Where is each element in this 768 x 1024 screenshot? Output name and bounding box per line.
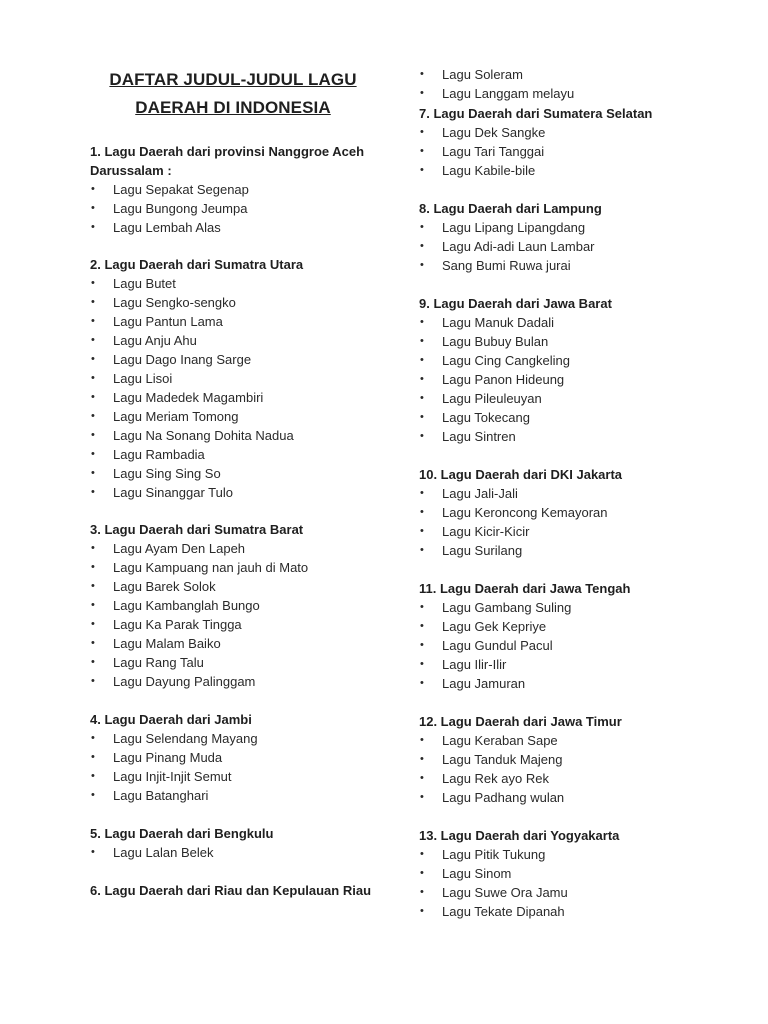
song-title: Lagu Anju Ahu — [113, 333, 197, 348]
bullet-icon: • — [91, 315, 95, 327]
song-item — [90, 483, 376, 502]
bullet-icon: • — [420, 677, 424, 689]
bullet-icon: • — [91, 580, 95, 592]
song-title: Lagu Tekate Dipanah — [442, 904, 565, 919]
song-title: Lagu Kicir-Kicir — [442, 524, 530, 539]
bullet-icon: • — [91, 429, 95, 441]
song-title: Lagu Surilang — [442, 543, 523, 558]
section-heading: 5. Lagu Daerah dari Bengkulu — [90, 826, 274, 841]
bullet-icon: • — [420, 791, 424, 803]
song-title: Lagu Gek Kepriye — [442, 619, 547, 634]
bullet-icon: • — [91, 372, 95, 384]
bullet-icon: • — [420, 734, 424, 746]
song-title: Lagu Ayam Den Lapeh — [113, 541, 246, 556]
song-title: Lagu Sinom — [442, 866, 512, 881]
song-title: Lagu Keroncong Kemayoran — [442, 505, 608, 520]
song-item — [90, 672, 376, 691]
song-title: Lagu Soleram — [442, 67, 523, 82]
region-section — [90, 255, 376, 502]
song-item — [90, 464, 376, 483]
bullet-icon: • — [91, 751, 95, 763]
bullet-icon: • — [420, 354, 424, 366]
bullet-icon: • — [420, 240, 424, 252]
region-section — [419, 104, 739, 180]
bullet-icon: • — [420, 259, 424, 271]
section-heading: 10. Lagu Daerah dari DKI Jakarta — [419, 467, 623, 482]
bullet-icon: • — [420, 373, 424, 385]
region-section — [90, 520, 376, 691]
song-title: Lagu Jali-Jali — [442, 486, 518, 501]
bullet-icon: • — [91, 353, 95, 365]
bullet-icon: • — [91, 334, 95, 346]
section-heading: 9. Lagu Daerah dari Jawa Barat — [419, 296, 612, 311]
song-item — [419, 427, 739, 446]
bullet-icon: • — [420, 221, 424, 233]
song-title: Lagu Na Sonang Dohita Nadua — [113, 428, 294, 443]
song-list — [419, 123, 739, 180]
song-title: Lagu Kampuang nan jauh di Mato — [113, 560, 309, 575]
song-title: Lagu Tokecang — [442, 410, 530, 425]
bullet-icon: • — [420, 316, 424, 328]
section-heading: 2. Lagu Daerah dari Sumatra Utara — [90, 257, 304, 272]
bullet-icon: • — [420, 487, 424, 499]
bullet-icon: • — [91, 618, 95, 630]
bullet-icon: • — [91, 448, 95, 460]
song-item — [419, 731, 739, 750]
song-item — [419, 769, 739, 788]
song-item — [90, 634, 376, 653]
bullet-icon: • — [91, 675, 95, 687]
bullet-icon: • — [91, 467, 95, 479]
song-list — [419, 598, 739, 693]
song-title: Lagu Padhang wulan — [442, 790, 565, 805]
song-list — [419, 484, 739, 560]
bullet-icon: • — [420, 164, 424, 176]
song-title: Lagu Lembah Alas — [113, 220, 221, 235]
song-item — [90, 653, 376, 672]
song-title: Lagu Sinanggar Tulo — [113, 485, 233, 500]
bullet-icon: • — [420, 886, 424, 898]
region-section — [419, 465, 739, 560]
bullet-icon: • — [420, 658, 424, 670]
song-item — [90, 388, 376, 407]
song-item — [419, 142, 739, 161]
song-title: Lagu Keraban Sape — [442, 733, 558, 748]
song-item — [90, 786, 376, 805]
song-title: Lagu Lipang Lipangdang — [442, 220, 586, 235]
song-title: Lagu Malam Baiko — [113, 636, 221, 651]
bullet-icon: • — [420, 905, 424, 917]
song-title: Lagu Kabile-bile — [442, 163, 536, 178]
song-title: Lagu Meriam Tomong — [113, 409, 239, 424]
bullet-icon: • — [91, 732, 95, 744]
song-item — [90, 180, 376, 199]
region-section — [90, 142, 376, 237]
section-heading: 11. Lagu Daerah dari Jawa Tengah — [419, 581, 631, 596]
song-title: Lagu Pantun Lama — [113, 314, 223, 329]
song-title: Lagu Manuk Dadali — [442, 315, 555, 330]
bullet-icon: • — [420, 506, 424, 518]
bullet-icon: • — [420, 525, 424, 537]
song-title: Lagu Selendang Mayang — [113, 731, 258, 746]
song-item — [90, 199, 376, 218]
song-title: Lagu Dago Inang Sarge — [113, 352, 252, 367]
song-item — [90, 407, 376, 426]
section-heading: 3. Lagu Daerah dari Sumatra Barat — [90, 522, 304, 537]
bullet-icon: • — [91, 846, 95, 858]
song-list — [419, 731, 739, 807]
bullet-icon: • — [91, 561, 95, 573]
page-title: DAFTAR JUDUL-JUDUL LAGU DAERAH DI INDONESIA — [109, 70, 357, 117]
song-title: Lagu Suwe Ora Jamu — [442, 885, 568, 900]
song-list — [90, 539, 376, 691]
song-item — [419, 389, 739, 408]
song-item — [90, 369, 376, 388]
song-item — [419, 408, 739, 427]
region-section — [419, 579, 739, 693]
song-item — [90, 350, 376, 369]
song-item — [90, 596, 376, 615]
song-item — [90, 331, 376, 350]
song-item — [90, 748, 376, 767]
bullet-icon: • — [91, 277, 95, 289]
bullet-icon: • — [91, 637, 95, 649]
song-item — [90, 767, 376, 786]
song-title: Lagu Sintren — [442, 429, 516, 444]
song-title: Lagu Pileuleuyan — [442, 391, 542, 406]
song-title: Lagu Lalan Belek — [113, 845, 214, 860]
song-item — [419, 332, 739, 351]
song-item — [90, 274, 376, 293]
song-title: Lagu Panon Hideung — [442, 372, 565, 387]
region-section — [90, 881, 376, 900]
region-section — [419, 199, 739, 275]
section-heading: 8. Lagu Daerah dari Lampung — [419, 201, 602, 216]
song-title: Lagu Kambanglah Bungo — [113, 598, 260, 613]
song-title: Lagu Bungong Jeumpa — [113, 201, 248, 216]
song-item — [419, 522, 739, 541]
bullet-icon: • — [420, 145, 424, 157]
song-item — [419, 84, 739, 103]
bullet-icon: • — [91, 599, 95, 611]
song-item — [419, 123, 739, 142]
song-item — [90, 539, 376, 558]
song-title: Lagu Gambang Suling — [442, 600, 572, 615]
bullet-icon: • — [420, 639, 424, 651]
song-title: Lagu Adi-adi Laun Lambar — [442, 239, 595, 254]
section-heading: 12. Lagu Daerah dari Jawa Timur — [419, 714, 622, 729]
bullet-icon: • — [420, 601, 424, 613]
song-item — [419, 636, 739, 655]
song-item — [419, 256, 739, 275]
song-item — [419, 503, 739, 522]
region-section — [419, 826, 739, 921]
bullet-icon: • — [420, 620, 424, 632]
song-item — [419, 655, 739, 674]
song-title: Lagu Dek Sangke — [442, 125, 546, 140]
song-item — [419, 484, 739, 503]
bullet-icon: • — [420, 848, 424, 860]
bullet-icon: • — [91, 656, 95, 668]
song-title: Lagu Pinang Muda — [113, 750, 223, 765]
song-item — [90, 218, 376, 237]
song-item — [90, 293, 376, 312]
song-item — [90, 577, 376, 596]
song-list — [90, 274, 376, 502]
song-title: Lagu Ilir-Ilir — [442, 657, 507, 672]
song-title: Lagu Gundul Pacul — [442, 638, 553, 653]
bullet-icon: • — [91, 391, 95, 403]
song-item — [419, 370, 739, 389]
song-item — [419, 351, 739, 370]
section-heading: 6. Lagu Daerah dari Riau dan Kepulauan Riau — [90, 883, 372, 898]
bullet-icon: • — [420, 392, 424, 404]
song-item — [419, 864, 739, 883]
song-title: Lagu Ka Parak Tingga — [113, 617, 242, 632]
song-list — [90, 729, 376, 805]
bullet-icon: • — [91, 486, 95, 498]
song-item — [90, 426, 376, 445]
song-title: Lagu Sing Sing So — [113, 466, 221, 481]
song-title: Lagu Sengko-sengko — [113, 295, 236, 310]
bullet-icon: • — [91, 221, 95, 233]
bullet-icon: • — [420, 68, 424, 80]
song-item — [419, 313, 739, 332]
song-title: Lagu Lisoi — [113, 371, 173, 386]
song-title: Lagu Rambadia — [113, 447, 205, 462]
song-item — [90, 729, 376, 748]
song-item — [419, 617, 739, 636]
song-title: Lagu Sepakat Segenap — [113, 182, 249, 197]
bullet-icon: • — [420, 126, 424, 138]
song-item — [419, 598, 739, 617]
bullet-icon: • — [91, 202, 95, 214]
bullet-icon: • — [91, 410, 95, 422]
song-item — [419, 65, 739, 84]
song-list — [90, 180, 376, 237]
bullet-icon: • — [91, 789, 95, 801]
song-title: Lagu Pitik Tukung — [442, 847, 546, 862]
song-item — [419, 674, 739, 693]
bullet-icon: • — [420, 867, 424, 879]
song-item — [419, 237, 739, 256]
song-title: Lagu Rang Talu — [113, 655, 204, 670]
section-heading: 7. Lagu Daerah dari Sumatera Selatan — [419, 106, 653, 121]
section-heading: 4. Lagu Daerah dari Jambi — [90, 712, 252, 727]
song-item — [90, 843, 376, 862]
bullet-icon: • — [91, 183, 95, 195]
bullet-icon: • — [420, 544, 424, 556]
bullet-icon: • — [420, 335, 424, 347]
song-title: Lagu Tanduk Majeng — [442, 752, 563, 767]
song-title: Lagu Butet — [113, 276, 176, 291]
song-title: Lagu Madedek Magambiri — [113, 390, 264, 405]
song-item — [90, 558, 376, 577]
region-section — [90, 710, 376, 805]
region-section — [419, 294, 739, 446]
song-item — [419, 883, 739, 902]
song-title: Lagu Injit-Injit Semut — [113, 769, 232, 784]
bullet-icon: • — [420, 87, 424, 99]
song-title: Sang Bumi Ruwa jurai — [442, 258, 571, 273]
song-item — [419, 750, 739, 769]
song-title: Lagu Bubuy Bulan — [442, 334, 549, 349]
bullet-icon: • — [420, 411, 424, 423]
song-item — [90, 312, 376, 331]
song-item — [419, 845, 739, 864]
song-title: Lagu Batanghari — [113, 788, 209, 803]
bullet-icon: • — [420, 772, 424, 784]
song-title: Lagu Jamuran — [442, 676, 526, 691]
song-title: Lagu Langgam melayu — [442, 86, 575, 101]
song-item — [90, 445, 376, 464]
bullet-icon: • — [420, 753, 424, 765]
song-title: Lagu Rek ayo Rek — [442, 771, 549, 786]
song-title: Lagu Barek Solok — [113, 579, 216, 594]
song-list — [90, 843, 376, 862]
song-item — [419, 788, 739, 807]
region-section — [419, 712, 739, 807]
song-item — [419, 541, 739, 560]
song-list — [419, 65, 739, 103]
song-item — [419, 218, 739, 237]
song-item — [90, 615, 376, 634]
bullet-icon: • — [420, 430, 424, 442]
region-section — [90, 824, 376, 862]
song-title: Lagu Tari Tanggai — [442, 144, 545, 159]
song-list — [419, 313, 739, 446]
song-item — [419, 161, 739, 180]
song-list — [419, 218, 739, 275]
section-heading: 13. Lagu Daerah dari Yogyakarta — [419, 828, 620, 843]
song-title: Lagu Dayung Palinggam — [113, 674, 256, 689]
bullet-icon: • — [91, 770, 95, 782]
song-title: Lagu Cing Cangkeling — [442, 353, 570, 368]
section-heading: 1. Lagu Daerah dari provinsi Nanggroe Aceh Darussalam : — [90, 144, 365, 178]
song-list — [419, 845, 739, 921]
bullet-icon: • — [91, 296, 95, 308]
bullet-icon: • — [91, 542, 95, 554]
song-item — [419, 902, 739, 921]
continued-list — [419, 65, 739, 103]
